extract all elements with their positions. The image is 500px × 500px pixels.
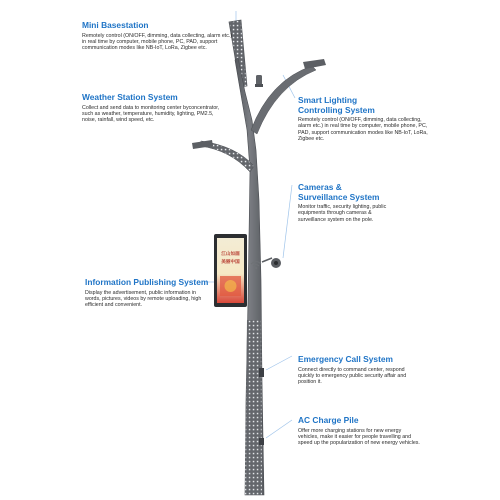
feature-title: Information Publishing System — [85, 277, 209, 287]
charge-port — [259, 438, 264, 445]
feature-title-line2: Controlling System — [298, 104, 375, 115]
feature-title: Emergency Call System — [298, 354, 393, 364]
feature-cameras — [298, 183, 398, 223]
feature-emergency-call — [298, 355, 416, 386]
feature-title-line2: Surveillance System — [298, 191, 380, 202]
weather-sensor — [256, 75, 262, 85]
feature-description: Display the advertisement, public information in words, pictures, videos by remote uploading, high efficient and convenient. — [85, 289, 202, 309]
feature-title: AC Charge Pile — [298, 415, 359, 425]
feature-description: Remotely control (ON/OFF, dimming, data collecting, alarm etc.) in real time by computer, mobile phone, PC, PAD, support communication modes like NB-IoT, LoRa, Zigbee etc. — [298, 117, 428, 143]
feature-description: Connect directly to command center, respond quickly to emergency public security affair and position it. — [298, 366, 407, 386]
feature-description: Monitor traffic, security lighting, public equipments through cameras & surveillance system on the pole. — [298, 204, 387, 223]
feature-ac-charge — [298, 416, 422, 447]
feature-weather-station — [82, 93, 222, 124]
feature-mini-basestation — [82, 21, 234, 52]
feature-description: Offer more charging stations for new energy vehicles, make it easier for people travelling and speed up the popularization of new energy vehicles. — [298, 427, 420, 447]
camera-icon — [262, 258, 281, 268]
feature-description: Remotely control (ON/OFF, dimming, data collecting, alarm etc.) in real time by computer, mobile phone, PC, PAD, support communication modes like NB-IoT, LoRa, Zigbee etc. — [82, 32, 233, 52]
screen-text-line1: 江山如画 — [221, 252, 240, 257]
feature-description: Collect and send data to monitoring center byconcentrator, such as weather, temperature, humidity, lighting, PM2.5, noise, rainfall, wind speed, etc. — [82, 104, 220, 124]
feature-title-line1: Cameras & — [298, 182, 342, 192]
lower-perforated-panel — [245, 320, 262, 495]
display-screen — [214, 234, 247, 307]
upper-lamp-head — [303, 59, 326, 69]
feature-title-line1: Smart Lighting — [298, 95, 358, 105]
feature-title: Mini Basestation — [82, 20, 149, 30]
feature-title: Weather Station System — [82, 92, 178, 102]
feature-smart-lighting — [298, 96, 428, 143]
screen-text-line2: 美丽中国 — [221, 260, 240, 265]
feature-info-publishing — [85, 278, 211, 309]
emergency-call-box — [259, 368, 264, 377]
